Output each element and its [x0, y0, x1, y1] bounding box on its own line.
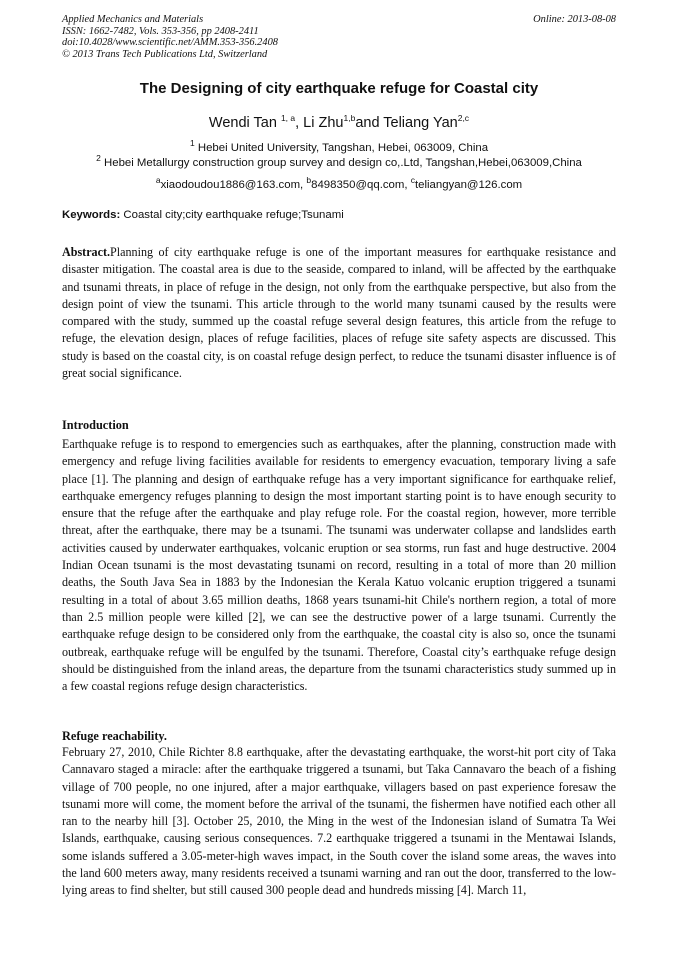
email-mark: b [306, 175, 312, 185]
affiliation-2 [62, 153, 616, 169]
reachability-heading: Refuge reachability. [62, 729, 167, 743]
author-affiliation-mark: 1,b [343, 113, 356, 123]
email-mark: a [155, 175, 161, 185]
introduction-heading: Introduction [62, 418, 129, 432]
paper-title: The Designing of city earthquake refuge for Coastal city [139, 80, 539, 97]
reachability-text: February 27, 2010, Chile Richter 8.8 earthquake, after the devastating earthquake, the worst-hit port city of Taka Cannavaro staged a miracle: after the earthquake triggered a tsunami, but Taka Cannavaro the beach of a fishing village of 700 people, no one injured, after a major earthquake, villagers based on past experience foresaw the tsunami more will come, the moment before the arrival of the tsunami, the fishermen have notified each other all ran to the nearby hill [3]. October 25, 2010, the Ming in the west of the Indonesian island of Sumatra Ta Wei Islands, earthquake, causing serious consequences. 7.2 earthquake triggered a tsunami in the Mentawai Islands, some islands suffered a 3.05-meter-high waves impact, in the South cover the island some areas, the waves into the land 600 meters away, many residents received a tsunami warning and ran out the door, transferred to the low-lying areas to find shelter, but still caused 300 people dead and hundreds missing [4]. March 11, [62, 745, 616, 898]
introduction-text: Earthquake refuge is to respond to emergencies such as earthquakes, after the planning, construction made with emergency and refuge living facilities available for residents to emergency evacuation, temporary living a safe place [1]. The planning and design of earthquake refuge has a very important significance for earthquake relief, earthquake emergency refuges planning to design the most important starting point is to have enough security to ensure that the refuge after the earthquake and play refuge role. For the coastal region, however, more terrible threat, after the earthquake, there may be a tsunami. The tsunami was underwater collapse and landslides earth activities caused by underwater earthquakes, volcanic eruption or sea storms, run fast and huge destructive. 2004 Indian Ocean tsunami is the most devastating tsunami on record, resulting in a total of more than 20 million deaths, the South Java Sea in 1883 by the Indonesian the Kerala Katuo volcanic eruption triggered a tsunami resulting in a total of about 3.65 million deaths, 1868 years tsunami-hit Chile's northern region, a total of more than 2.5 million people were killed [2], we can see the destructive power of a large tsunami. Currently the earthquake refuge design to be considered only from the earthquake, the coastal city is also so, once the tsunami outbreak, earthquake refuge will be engulfed by the tsunami. Therefore, Coastal city’s earthquake refuge design should be distinguished from the inland areas, the departure from the tsunami characteristics study summed up in a few coastal regions refuge design characteristics. [62, 437, 616, 694]
abstract-label: Abstract. [62, 245, 111, 259]
journal-name: Applied Mechanics and Materials [62, 14, 204, 25]
online-date: Online: 2013-08-08 [533, 14, 616, 25]
affiliation-text: Hebei United University, Tangshan, Hebei, 063009, China [194, 141, 489, 154]
affiliation-text: Hebei Metallurgy construction group survey and design co,.Ltd, Tangshan,Hebei,063009,China [100, 156, 582, 169]
introduction-body [62, 436, 616, 695]
affiliation-1 [62, 138, 616, 154]
reachability-body [62, 744, 616, 900]
author-line [62, 113, 616, 131]
keywords-text: Coastal city;city earthquake refuge;Tsunami [120, 209, 344, 221]
author-name: , Li Zhu [295, 114, 344, 131]
author-name: and Teliang Yan [355, 114, 458, 131]
keywords [62, 209, 616, 221]
author-affiliation-mark: 2,c [457, 113, 470, 123]
journal-issn: ISSN: 1662-7482, Vols. 353-356, pp 2408-2411 [62, 25, 259, 37]
journal-header [62, 14, 616, 60]
email-address: teliangyan@126.com [414, 178, 523, 191]
abstract-text: Planning of city earthquake refuge is one of the important measures for earthquake resistance and disaster mitigation. The coastal area is due to the seaside, compared to inland, will be affected by the earthquake and tsunami threats, in place of refuge in the design, not only from the earthquake perspective, but also from the design point of view the tsunami. This article through to the world many tsunami caused by the results were compared with the study, summed up the coastal refuge several design features, this article from the refuge to refuge, the elevation design, places of refuge facilities, places of refuge site safety aspects are discussed. This study is based on the coastal city, is on coastal refuge design perfect, to reduce the tsunami disaster influence is of great social significance. [62, 245, 616, 381]
author-affiliation-mark: 1, a [280, 113, 296, 123]
email-line [62, 175, 616, 191]
affiliation-mark: 1 [189, 138, 195, 148]
abstract [62, 244, 616, 382]
keywords-label: Keywords: [62, 209, 121, 221]
journal-doi: doi:10.4028/www.scientific.net/AMM.353-356.2408 [62, 37, 278, 49]
email-mark: c [410, 175, 415, 185]
author-name: Wendi Tan [208, 114, 281, 131]
email-address: 8498350@qq.com, [311, 178, 411, 191]
affiliation-mark: 2 [96, 153, 101, 163]
journal-copyright: © 2013 Trans Tech Publications Ltd, Switzerland [62, 48, 268, 60]
email-address: xiaodoudou1886@163.com, [160, 178, 307, 191]
